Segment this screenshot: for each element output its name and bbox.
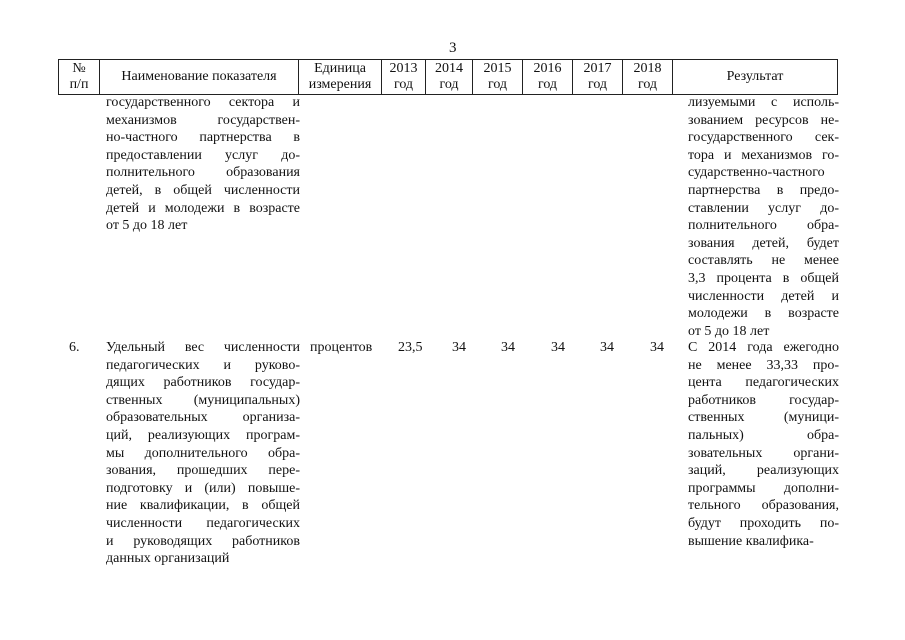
text-line: зования, прошедших пере- [106,463,300,479]
header-year-2016: 2016 год [523,60,573,95]
text-line: государственного сек- [688,130,839,146]
header-year-2013: 2013 год [382,60,426,95]
text-line: численности педагогических [106,515,300,531]
text-line: ственных (муниципальных) [106,392,300,408]
header-year-2018: 2018 год [623,60,673,95]
text-line: образовательных организа- [106,410,300,426]
text-line: подготовку и (или) повыше- [106,480,300,496]
text-line: сударственно-частного [688,165,825,181]
text-line: от 5 до 18 лет [688,323,770,339]
text-line: составлять не менее [688,253,839,269]
text-line: зованием ресурсов не- [688,112,839,128]
header-num: № п/п [59,60,100,95]
text-line: и руководящих работников [106,533,300,549]
row6-value-2018: 34 [650,340,664,355]
text-line: ственных (муници- [688,410,839,426]
text-line: пальных) обра- [688,427,839,443]
text-line: не менее 33,33 про- [688,357,839,373]
text-line: программы дополни- [688,480,839,496]
text-line: ций, реализующих програм- [106,427,300,443]
row6-value-2016: 34 [551,340,565,355]
header-result: Результат [673,60,838,95]
text-line: предоставлении услуг до- [106,147,300,163]
text-line: ние квалификации, в общей [106,498,300,514]
text-line: зования детей, будет [688,235,839,251]
text-line: тора и механизмов го- [688,147,839,163]
row6-value-2015: 34 [501,340,515,355]
text-line: детей и молодежи в возрасте [106,200,300,216]
text-line: вышение квалифика- [688,533,814,549]
text-line: лизуемыми с исполь- [688,95,839,110]
text-line: партнерства в предо- [688,182,839,198]
text-line: заций, реализующих [688,463,839,479]
text-line: данных организаций [106,551,230,567]
text-line: тельного образования, [688,498,839,514]
text-line: государственного сектора и [106,95,300,110]
header-year-2017: 2017 год [573,60,623,95]
text-line: работников государ- [688,392,839,408]
page-number: 3 [449,40,457,56]
header-unit: Единица измерения [299,60,382,95]
header-name: Наименование показателя [100,60,299,95]
text-line: дящих работников государ- [106,375,300,391]
text-line: педагогических и руково- [106,357,300,373]
continuation-result [688,94,839,340]
text-line: С 2014 года ежегодно [688,340,839,355]
row6-value-2013: 23,5 [398,340,423,355]
row6-num: 6. [69,340,80,355]
row6-result [688,339,839,550]
row6-name [106,339,300,568]
text-line: полнительного образования [106,165,300,181]
text-line: будут проходить по- [688,515,839,531]
row6-value-2017: 34 [600,340,614,355]
text-line: но-частного партнерства в [106,130,300,146]
table-header [58,59,838,95]
header-year-2015: 2015 год [473,60,523,95]
text-line: молодежи в возрасте [688,306,839,322]
text-line: полнительного обра- [688,218,839,234]
text-line: детей, в общей численности [106,182,300,198]
row6-value-2014: 34 [452,340,466,355]
text-line: зовательных органи- [688,445,839,461]
text-line: цента педагогических [688,375,839,391]
header-year-2014: 2014 год [426,60,473,95]
text-line: численности детей и [688,288,839,304]
continuation-name [106,94,300,235]
text-line: 3,3 процента в общей [688,270,839,286]
text-line: мы дополнительного обра- [106,445,300,461]
text-line: механизмов государствен- [106,112,300,128]
text-line: от 5 до 18 лет [106,218,188,234]
text-line: ставлении услуг до- [688,200,839,216]
row6-unit: процентов [310,340,373,355]
text-line: Удельный вес численности [106,340,300,355]
